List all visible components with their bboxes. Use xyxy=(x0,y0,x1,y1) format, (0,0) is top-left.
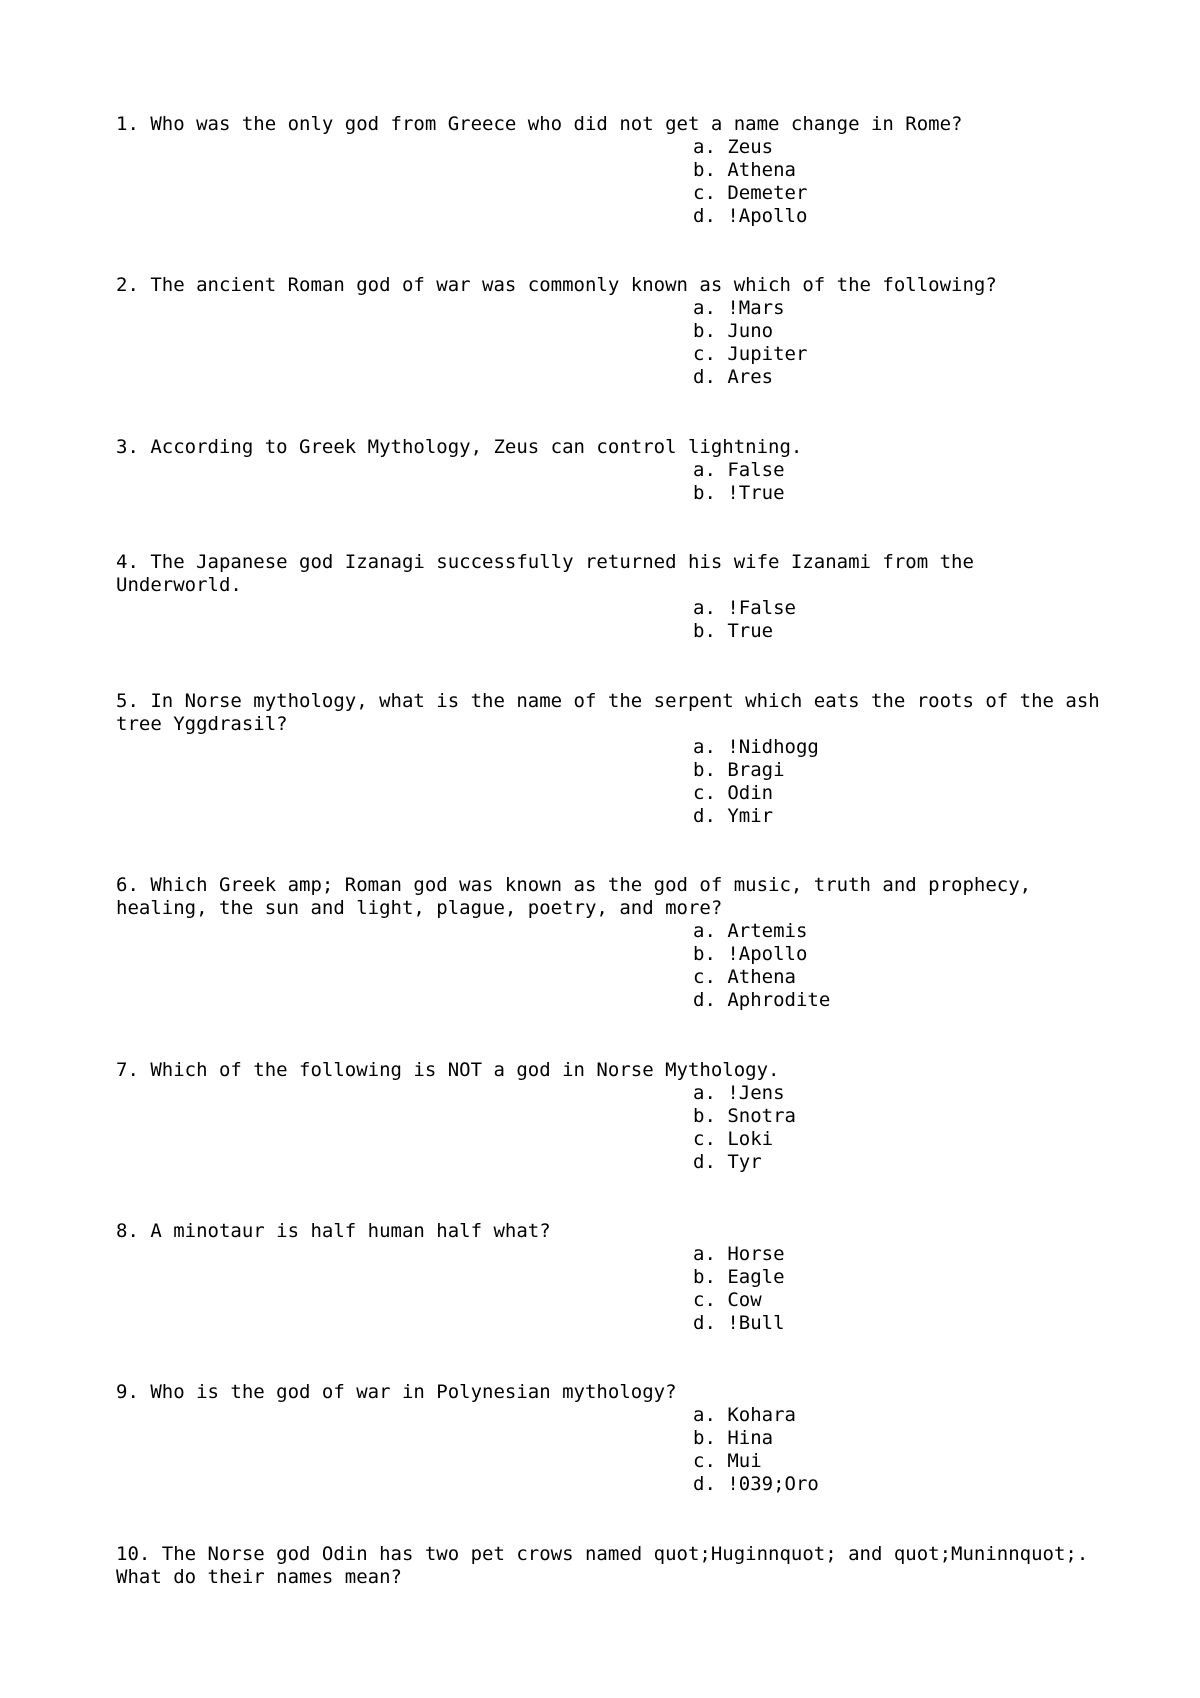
question-3-option-a: a. False xyxy=(693,459,785,481)
question-1-option-a: a. Zeus xyxy=(693,136,774,158)
question-2-text: 2. The ancient Roman god of war was commonly known as which of the following? xyxy=(116,274,997,296)
question-1-text: 1. Who was the only god from Greece who did not get a name change in Rome? xyxy=(116,113,963,135)
question-5-option-d: d. Ymir xyxy=(693,805,774,827)
question-6-option-b: b. !Apollo xyxy=(693,943,808,965)
question-2-option-b: b. Juno xyxy=(693,320,774,342)
question-8 xyxy=(116,1220,1116,1335)
question-1-options xyxy=(116,136,1116,228)
question-2-option-c: c. Jupiter xyxy=(693,343,808,365)
question-4-options xyxy=(116,597,1116,643)
question-6-options xyxy=(116,920,1116,1012)
question-5 xyxy=(116,690,1116,828)
question-6-option-a: a. Artemis xyxy=(693,920,808,942)
question-2-options xyxy=(116,297,1116,389)
question-7-options xyxy=(116,1082,1116,1174)
question-2 xyxy=(116,274,1116,389)
question-3-options xyxy=(116,459,1116,505)
question-6-text: 6. Which Greek amp; Roman god was known as the god of music, truth and prophecy, healing, the sun and light, plague, poetry, and more? xyxy=(116,874,1043,919)
question-8-text: 8. A minotaur is half human half what? xyxy=(116,1220,551,1242)
question-6 xyxy=(116,874,1116,1012)
question-10 xyxy=(116,1543,1116,1589)
question-7-option-b: b. Snotra xyxy=(693,1105,796,1127)
question-9-text: 9. Who is the god of war in Polynesian mythology? xyxy=(116,1381,677,1403)
question-4-option-a: a. !False xyxy=(693,597,796,619)
question-1 xyxy=(116,113,1116,228)
question-3-text: 3. According to Greek Mythology, Zeus can control lightning. xyxy=(116,436,803,458)
question-10-text: 10. The Norse god Odin has two pet crows named quot;Huginnquot; and quot;Muninnquot;. What do their names mean? xyxy=(116,1543,1112,1588)
question-9-option-c: c. Mui xyxy=(693,1450,762,1472)
question-8-option-a: a. Horse xyxy=(693,1243,785,1265)
question-5-text: 5. In Norse mythology, what is the name of the serpent which eats the roots of the ash tree Yggdrasil? xyxy=(116,690,1112,735)
question-9-option-d: d. !039;Oro xyxy=(693,1473,819,1495)
question-2-option-a: a. !Mars xyxy=(693,297,785,319)
question-9-option-b: b. Hina xyxy=(693,1427,774,1449)
question-8-option-d: d. !Bull xyxy=(693,1312,785,1334)
question-6-option-d: d. Aphrodite xyxy=(693,989,831,1011)
question-8-option-c: c. Cow xyxy=(693,1289,762,1311)
question-7-option-d: d. Tyr xyxy=(693,1151,762,1173)
question-8-options xyxy=(116,1243,1116,1335)
question-8-option-b: b. Eagle xyxy=(693,1266,785,1288)
question-7 xyxy=(116,1059,1116,1174)
question-4-option-b: b. True xyxy=(693,620,774,642)
question-4 xyxy=(116,551,1116,643)
question-2-option-d: d. Ares xyxy=(693,366,774,388)
question-1-option-c: c. Demeter xyxy=(693,182,808,204)
question-5-option-a: a. !Nidhogg xyxy=(693,736,819,758)
question-3-option-b: b. !True xyxy=(693,482,785,504)
question-7-text: 7. Which of the following is NOT a god in Norse Mythology. xyxy=(116,1059,780,1081)
question-9-option-a: a. Kohara xyxy=(693,1404,796,1426)
question-3 xyxy=(116,436,1116,505)
question-5-option-c: c. Odin xyxy=(693,782,774,804)
question-1-option-b: b. Athena xyxy=(693,159,796,181)
question-7-option-a: a. !Jens xyxy=(693,1082,785,1104)
question-6-option-c: c. Athena xyxy=(693,966,796,988)
question-9 xyxy=(116,1381,1116,1496)
question-1-option-d: d. !Apollo xyxy=(693,205,808,227)
question-4-text: 4. The Japanese god Izanagi successfully returned his wife Izanami from the Underworld. xyxy=(116,551,986,596)
question-5-option-b: b. Bragi xyxy=(693,759,785,781)
question-9-options xyxy=(116,1404,1116,1496)
question-7-option-c: c. Loki xyxy=(693,1128,774,1150)
question-5-options xyxy=(116,736,1116,828)
